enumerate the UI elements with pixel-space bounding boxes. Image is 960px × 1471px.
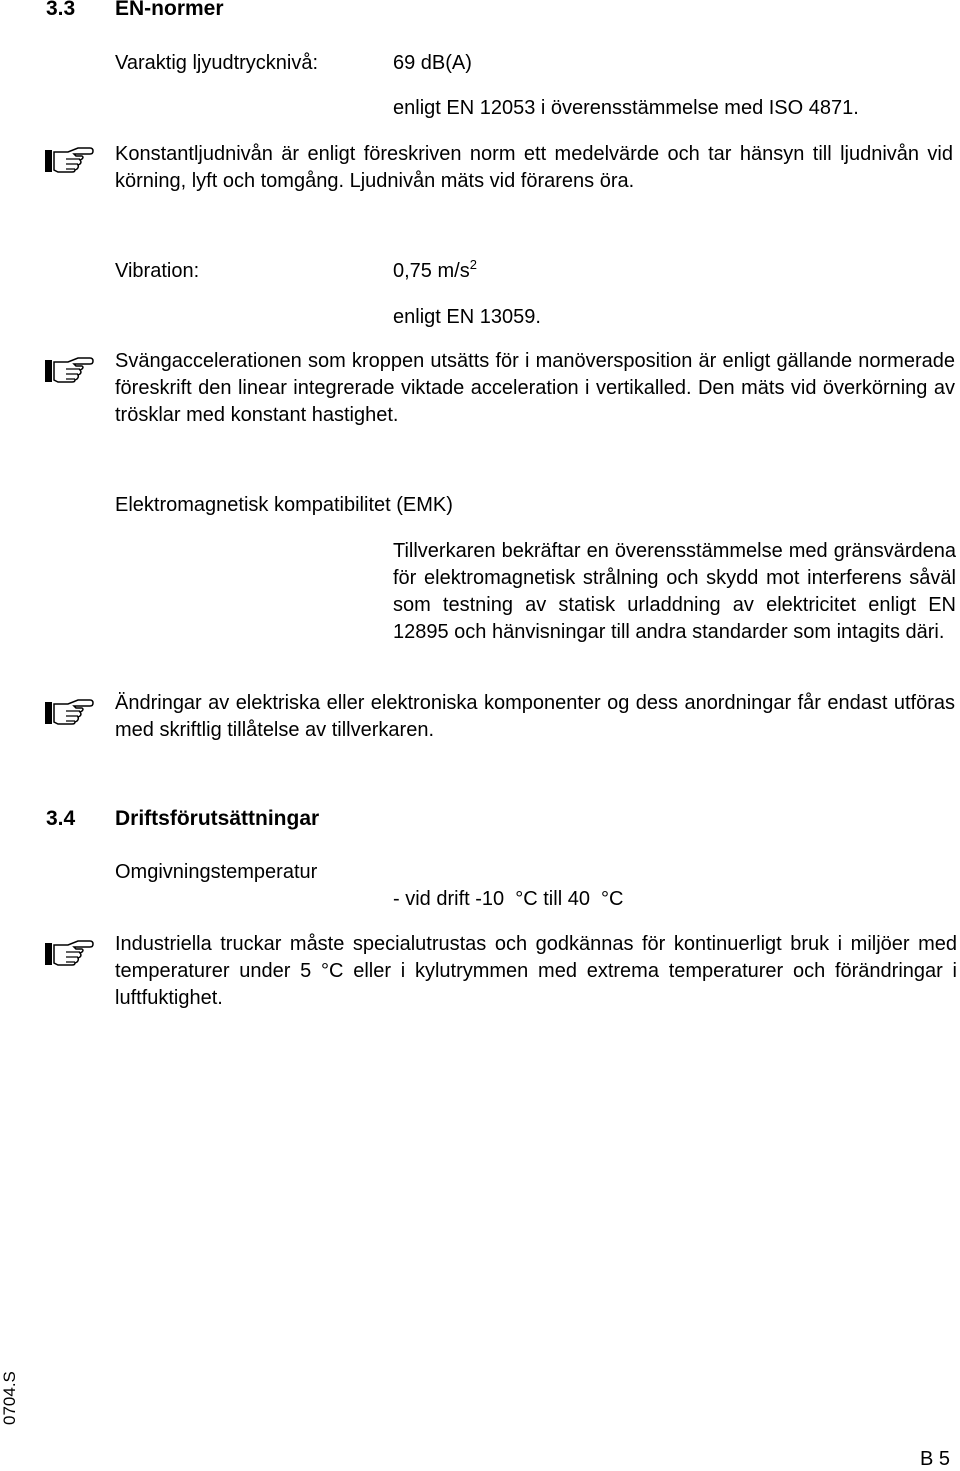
temperature-label: Omgivningstemperatur	[115, 861, 318, 883]
temperature-value: - vid drift -10 °C till 40 °C	[393, 888, 624, 910]
vibration-exponent: 2	[469, 257, 477, 272]
noise-standard: enligt EN 12053 i överensstämmelse med ISO 4871.	[393, 97, 859, 119]
note-vibration: Svängaccelerationen som kroppen utsätts för i manöversposition är enligt gällande normerade föreskrift den linear integrerade viktade acceleration i vertikalled. Den mäts vid överkörning av trösklar med konstant hastighet.	[115, 350, 955, 426]
document-code: 0704.S	[0, 1371, 19, 1425]
section-title: Driftsförutsättningar	[115, 807, 320, 830]
pointing-hand-icon	[44, 354, 94, 384]
emc-label: Elektromagnetisk kompatibilitet (EMK)	[115, 494, 453, 516]
note-constant-noise: Konstantljudnivån är enligt föreskriven norm ett medelvärde och tar hänsyn till ljudnivån vid körning, lyft och tomgång. Ljudnivån mäts vid förarens öra.	[115, 143, 953, 192]
note-temperature: Industriella truckar måste specialutrustas och godkännas för kontinuerligt bruk i miljöer med temperaturer under 5 °C eller i kylutrymmen med extrema temperaturer och förändringar i luftfuktighet.	[115, 933, 957, 1009]
note-modifications: Ändringar av elektriska eller elektroniska komponenter og dess anordningar får endast utföras med skriftlig tillåtelse av tillverkaren.	[115, 692, 955, 741]
section-title: EN-normer	[115, 0, 224, 20]
vibration-standard: enligt EN 13059.	[393, 306, 541, 328]
noise-label: Varaktig ljyudtrycknivå:	[115, 52, 319, 74]
page-number: B 5	[920, 1448, 951, 1470]
noise-value: 69 dB(A)	[393, 52, 472, 74]
section-number: 3.4	[46, 807, 76, 830]
pointing-hand-icon	[44, 937, 94, 967]
vibration-value: 0,75 $m/s^2$	[393, 257, 477, 282]
pointing-hand-icon	[44, 696, 94, 726]
pointing-hand-icon	[44, 144, 94, 174]
vibration-label: Vibration:	[115, 260, 200, 282]
section-number: 3.3	[46, 0, 76, 20]
emc-text: Tillverkaren bekräftar en överensstämmelse med gränsvärdena för elektromagnetisk strålning och skydd mot interferens såväl som testning av statisk urladdning av elektricitet enligt EN 12895 och hänvisningar till andra standarder som intagits däri.	[393, 540, 956, 643]
